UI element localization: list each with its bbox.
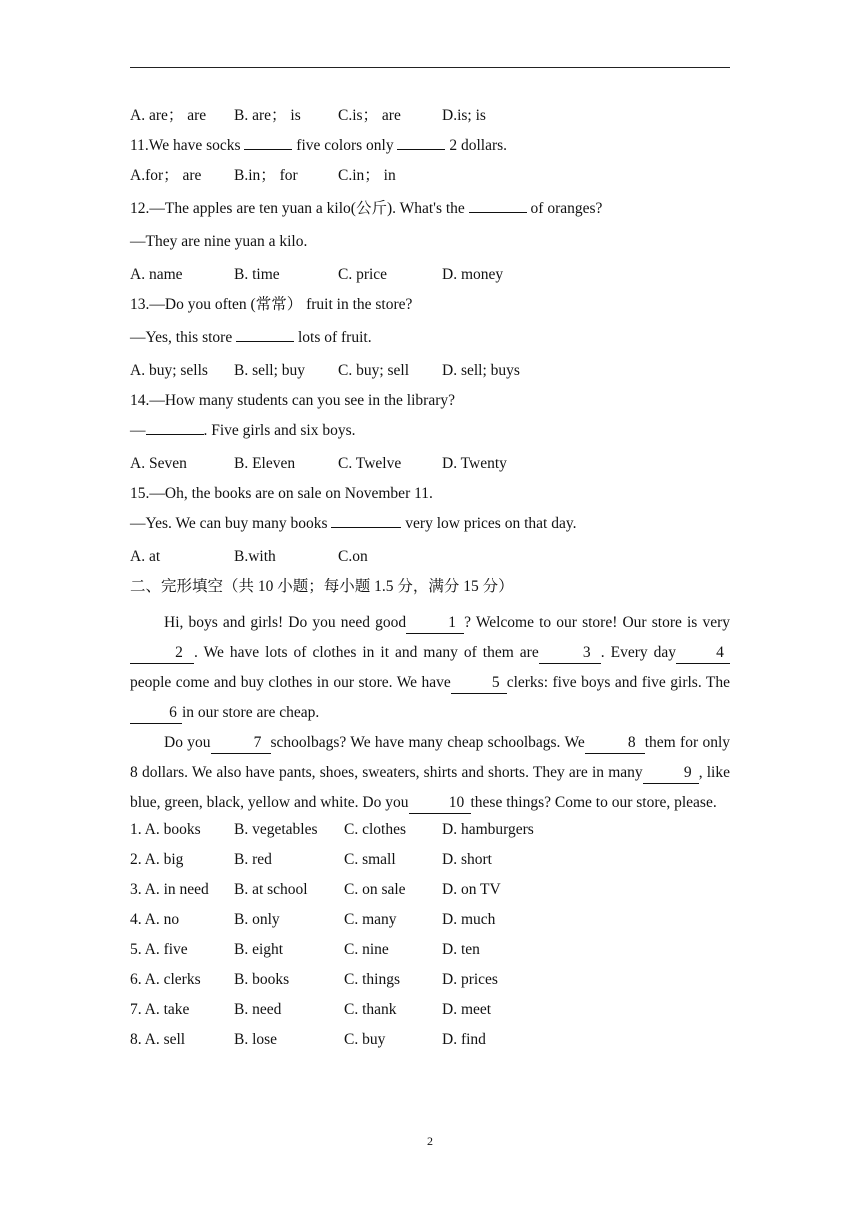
cloze-option-row [130, 878, 730, 908]
cloze-blank-2[interactable]: 2 [130, 643, 194, 664]
answer-blank[interactable] [236, 341, 294, 342]
passage-text: Do you [164, 734, 211, 751]
option-a: A.for； are [130, 167, 202, 184]
q12-text-2: of oranges? [526, 200, 603, 217]
cloze-blank-10[interactable]: 10 [409, 793, 471, 814]
q11-text-2: five colors only [292, 137, 398, 154]
option-b: B. at school [234, 881, 308, 898]
option-a: 7. A. take [130, 1001, 190, 1018]
answer-blank[interactable] [331, 527, 401, 528]
passage-text: , like blue, green, black, yellow and white. Do you [130, 764, 730, 811]
header-rule [130, 67, 730, 68]
option-c: C. nine [344, 941, 389, 958]
option-b: B. vegetables [234, 821, 318, 838]
cloze-option-row [130, 938, 730, 968]
passage-paragraph-1 [130, 608, 730, 728]
q15-question: 15.—Oh, the books are on sale on November 11. [130, 485, 433, 502]
option-b: B. need [234, 1001, 282, 1018]
option-a: A. Seven [130, 455, 187, 472]
passage-text: them for only 8 dollars. We also have pants, shoes, sweaters, shirts and shorts. They are in many [130, 734, 731, 781]
cloze-blank-7[interactable]: 7 [211, 733, 271, 754]
q14-options [130, 452, 730, 482]
passage-text: clerks: five boys and five girls. The [506, 674, 730, 691]
option-a: 3. A. in need [130, 881, 209, 898]
option-d: D. on TV [442, 881, 501, 898]
cloze-blank-4[interactable]: 4 [676, 643, 730, 664]
option-d: D. find [442, 1031, 486, 1048]
option-d: D. ten [442, 941, 480, 958]
q11-text-3: 2 dollars. [445, 137, 508, 154]
q13-text-1: —Yes, this store [130, 329, 237, 346]
passage-text: Hi, boys and girls! Do you need good [164, 614, 407, 631]
option-a: 5. A. five [130, 941, 188, 958]
cloze-option-row [130, 848, 730, 878]
cloze-option-row [130, 998, 730, 1028]
option-c: C. price [338, 266, 388, 283]
cloze-option-row [130, 818, 730, 848]
page-number: 2 [427, 1134, 433, 1148]
option-c: C. on sale [344, 881, 406, 898]
option-d: D.is; is [442, 107, 486, 124]
passage-paragraph-2 [130, 728, 730, 818]
q11-question [130, 134, 730, 164]
answer-blank[interactable] [244, 149, 292, 150]
option-b: B.in； for [234, 167, 298, 184]
option-d: D. Twenty [442, 455, 507, 472]
option-b: B. eight [234, 941, 284, 958]
option-c: C. things [344, 971, 400, 988]
q15-text-1: —Yes. We can buy many books [130, 515, 332, 532]
q15-options [130, 545, 730, 575]
cloze-option-row [130, 1028, 730, 1058]
answer-blank[interactable] [397, 149, 445, 150]
q14-question: 14.—How many students can you see in the library? [130, 392, 455, 409]
option-d: D. hamburgers [442, 821, 534, 838]
cloze-blank-3[interactable]: 3 [539, 643, 601, 664]
option-d: D. money [442, 266, 504, 283]
q14-text-2: . Five girls and six boys. [203, 422, 356, 439]
option-a: 2. A. big [130, 851, 184, 868]
q14-text-1: — [130, 422, 146, 439]
option-c: C. many [344, 911, 397, 928]
passage-text: schoolbags? We have many cheap schoolbags. We [270, 734, 585, 751]
passage-text: these things? Come to our store, please. [470, 794, 717, 811]
option-b: B. sell; buy [234, 362, 306, 379]
section-2-title: 二、完形填空（共 10 小题；每小题 1.5 分，满分 15 分） [130, 578, 514, 595]
q11-text-1: 11.We have socks [130, 137, 245, 154]
option-d: D. meet [442, 1001, 492, 1018]
option-c: C. clothes [344, 821, 406, 838]
cloze-option-row [130, 908, 730, 938]
option-c: C.on [338, 548, 368, 565]
option-d: D. short [442, 851, 492, 868]
option-a: 4. A. no [130, 911, 180, 928]
option-d: D. prices [442, 971, 498, 988]
option-d: D. much [442, 911, 496, 928]
page-content [130, 104, 730, 1058]
option-c: C. Twelve [338, 455, 402, 472]
q15-text-2: very low prices on that day. [401, 515, 577, 532]
option-c: C. thank [344, 1001, 397, 1018]
option-b: B. red [234, 851, 272, 868]
cloze-blank-5[interactable]: 5 [451, 673, 507, 694]
cloze-blank-6[interactable]: 6 [130, 703, 182, 724]
q13-question: 13.—Do you often (常常） fruit in the store? [130, 296, 413, 313]
option-a: 6. A. clerks [130, 971, 201, 988]
cloze-blank-8[interactable]: 8 [585, 733, 645, 754]
passage-text: . Every day [600, 644, 676, 661]
q12-question [130, 197, 730, 230]
q14-answer [130, 419, 730, 452]
option-c: C. buy [344, 1031, 386, 1048]
q13-options [130, 359, 730, 389]
option-b: B. are； is [234, 107, 301, 124]
option-a: A. buy; sells [130, 362, 208, 379]
passage-text: ? Welcome to our store! Our store is very [464, 614, 730, 631]
cloze-blank-9[interactable]: 9 [643, 763, 699, 784]
answer-blank[interactable] [469, 212, 527, 213]
option-d: D. sell; buys [442, 362, 520, 379]
q10-options [130, 104, 730, 134]
q15-answer [130, 512, 730, 545]
option-c: C. buy; sell [338, 362, 410, 379]
passage-text: in our store are cheap. [182, 704, 320, 721]
option-c: C. small [344, 851, 396, 868]
passage-text: people come and buy clothes in our store. We have [130, 674, 451, 691]
option-b: B. lose [234, 1031, 278, 1048]
option-b: B. Eleven [234, 455, 296, 472]
option-a: A. at [130, 548, 161, 565]
option-c: C.in； in [338, 167, 396, 184]
option-a: 8. A. sell [130, 1031, 186, 1048]
option-b: B. books [234, 971, 290, 988]
option-a: A. are； are [130, 107, 207, 124]
q12-text-1: 12.—The apples are ten yuan a kilo(公斤). What's the [130, 200, 469, 217]
q12-answer: —They are nine yuan a kilo. [130, 233, 308, 250]
option-a: A. name [130, 266, 183, 283]
passage-text: . We have lots of clothes in it and many of them are [194, 644, 539, 661]
option-b: B. time [234, 266, 280, 283]
answer-blank[interactable] [146, 434, 204, 435]
option-c: C.is； are [338, 107, 401, 124]
q13-answer [130, 326, 730, 359]
cloze-option-row [130, 968, 730, 998]
q12-options [130, 263, 730, 293]
q13-text-2: lots of fruit. [294, 329, 372, 346]
q11-options [130, 164, 730, 197]
option-a: 1. A. books [130, 821, 201, 838]
option-b: B.with [234, 548, 276, 565]
cloze-options [130, 818, 730, 1058]
cloze-blank-1[interactable]: 1 [406, 613, 464, 634]
option-b: B. only [234, 911, 280, 928]
